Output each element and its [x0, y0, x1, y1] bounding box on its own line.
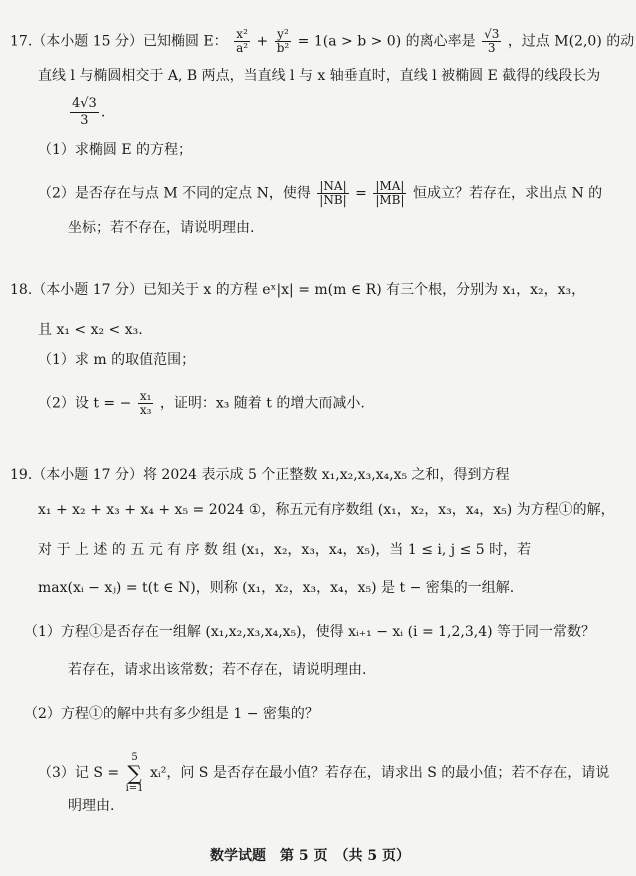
q19-equation: x₁ + x₂ + x₃ + x₄ + x₅ = 2024 ①，称五元有序数组 (x₁，x₂，x₃，x₄，x₅) 为方程①的解， — [38, 502, 615, 518]
q17-part2-cont: 坐标；若不存在，请说明理由. — [68, 220, 255, 236]
q17-point-m: ，过点 M(2,0) 的动 — [507, 33, 635, 50]
q19-part1-cont: 若存在，请求出该常数；若不存在，请说明理由. — [68, 662, 367, 678]
q19-part2: （2）方程①的解中共有多少组是 1 − 密集的？ — [24, 706, 319, 722]
q17-intro: 17.（本小题 15 分）已知椭圆 E： — [10, 33, 228, 50]
x1-over-x3: $\frac{\text{x₁}}{\text{x₃}}$ — [139, 389, 152, 417]
q17-line2: 直线 l 与椭圆相交于 A, B 两点，当直线 l 与 x 轴垂直时，直线 l 被椭圆 E 截得的线段长为 — [38, 68, 601, 84]
summation-symbol: 5 ∑ i=1 — [125, 752, 144, 794]
na-over-nb: $\frac{|NA|}{|NB|}$ — [319, 179, 347, 207]
q18-part1: （1）求 m 的取值范围； — [38, 352, 196, 368]
plus-sign: + — [256, 33, 269, 50]
q19-part3: （3）记 S = 5 ∑ i=1 xᵢ²，问 S 是否存在最小值？若存在，请求出 S 的最小值；若不存在，请说 — [38, 752, 610, 794]
page-footer: 数学试题 第 5 页 （共 5 页） — [210, 848, 410, 864]
q19-part3-cont: 明理由. — [68, 798, 115, 814]
chord-length-fraction: $\frac{4√3}{3}$ — [72, 96, 97, 128]
q19-line3: 对 于 上 述 的 五 元 有 序 数 组 (x₁，x₂，x₃，x₄，x₅)，当 1 ≤ i, j ≤ 5 时，若 — [38, 542, 532, 558]
y2-over-b2: $\frac{\text{y²}}{\text{b²}}$ — [276, 27, 290, 55]
eccentricity-fraction: $\frac{√3}{3}$ — [484, 27, 500, 55]
q17-ellipse-condition: = 1(a > b > 0) 的离心率是 — [297, 33, 476, 50]
q19-line1: 19.（本小题 17 分）将 2024 表示成 5 个正整数 x₁,x₂,x₃,x₄,x₅ 之和，得到方程 — [10, 467, 510, 483]
x2-over-a2: $\frac{\text{x²}}{\text{a²}}$ — [236, 27, 249, 55]
q18-line1: 18.（本小题 17 分）已知关于 x 的方程 eˣ|x| = m(m ∈ R) 有三个根，分别为 x₁，x₂，x₃， — [10, 282, 586, 298]
q17-line1 — [10, 28, 634, 55]
q17-length: $\frac{4√3}{3}$ . — [72, 96, 106, 128]
ma-over-mb: $\frac{|MA|}{|MB|}$ — [375, 179, 405, 207]
q18-line2: 且 x₁ < x₂ < x₃. — [38, 322, 143, 338]
q17-part1: （1）求椭圆 E 的方程； — [38, 142, 193, 158]
q19-part1: （1）方程①是否存在一组解 (x₁,x₂,x₃,x₄,x₅)，使得 xᵢ₊₁ − xᵢ (i = 1,2,3,4) 等于同一常数？ — [24, 624, 596, 640]
q17-part2: （2）是否存在与点 M 不同的定点 N，使得 $\frac{|NA|}{|NB|}$ = $\frac{|MA|}{|MB|}$ 恒成立？若存在，求出点 N 的 — [38, 179, 603, 207]
q18-part2: （2）设 t = − $\frac{\text{x₁}}{\text{x₃}}$ ，证明：x₃ 随着 t 的增大而减小. — [38, 389, 365, 417]
q19-line4: max(xᵢ − xⱼ) = t(t ∈ N)，则称 (x₁，x₂，x₃，x₄，x₅) 是 t − 密集的一组解. — [38, 580, 515, 596]
